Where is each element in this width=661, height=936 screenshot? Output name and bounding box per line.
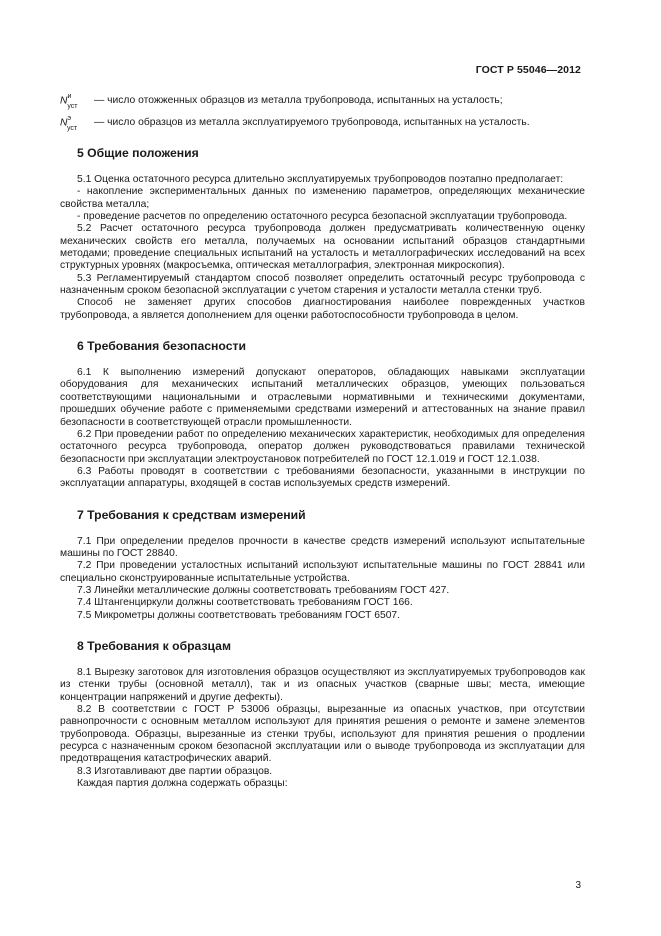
paragraph: 8.1 Вырезку заготовок для изготовления образцов осуществляют из эксплуатируемых трубопроводов как из стенки трубы (основной металл), так и из опасных участков (сварные швы; места, имеющие концентрации напряжений и другие дефекты).	[60, 666, 585, 703]
page-number: 3	[575, 880, 581, 891]
paragraph: Способ не заменяет других способов диагностирования наиболее поврежденных участков трубопровода, а является дополнением для оценки работоспособности трубопровода в целом.	[60, 297, 585, 321]
paragraph: 7.3 Линейки металлические должны соответствовать требованиям ГОСТ 427.	[77, 584, 450, 596]
paragraph: - проведение расчетов по определению остаточного ресурса безопасной эксплуатации трубопровода.	[77, 211, 568, 223]
paragraph: 5.3 Регламентируемый стандартом способ позволяет определить остаточный ресурс трубопровода с назначенным сроком безопасной эксплуатации с учетом старения и усталости металла стенки труб.	[60, 272, 585, 297]
symbol-definition-operated	[60, 114, 585, 133]
section-title-5: 5 Общие положения	[77, 146, 199, 160]
paragraph: 7.2 При проведении усталостных испытаний используют испытательные машины по ГОСТ 28841 или специально сконструированные испытательные устройства.	[60, 560, 585, 584]
paragraph: 6.3 Работы проводят в соответствии с требованиями безопасности, указанными в инструкции по эксплуатации аппаратуры, входящей в состав используемых средств измерений.	[60, 465, 585, 490]
symbol-definition-annealed	[60, 92, 585, 111]
section-title-8: 8 Требования к образцам	[77, 638, 231, 653]
paragraph: 5.2 Расчет остаточного ресурса трубопровода должен предусматривать количественную оценку механических свойств его металла, получаемых на основании испытаний образцов стандартными методами; проведение специальных испытаний на усталость и металлографических исследований на всех структурных уровнях (макросъемка, оптическая металлография, электронная микроскопия).	[60, 223, 585, 272]
paragraph: 8.2 В соответствии с ГОСТ Р 53006 образцы, вырезанные из опасных участков, при отсутствии равнопрочности с основным металлом используют для принятия решения о ремонте и замене элементов трубопровода. Образцы, вырезанные из стенки трубы, используют для принятия решения о продлении ресурса с назначенным сроком безопасной эксплуатации или о выводе трубопровода из эксплуатации для предотвращения катастрофических аварий.	[60, 704, 585, 765]
section-title-6: 6 Требования безопасности	[77, 339, 246, 354]
paragraph: 7.1 При определении пределов прочности в качестве средств измерений используют испытательные машины по ГОСТ 28840.	[60, 535, 585, 559]
document-body	[60, 92, 585, 790]
paragraph: 7.4 Штангенциркули должны соответствовать требованиям ГОСТ 166.	[77, 597, 413, 609]
document-code-header: ГОСТ Р 55046—2012	[475, 64, 581, 76]
section-title-7: 7 Требования к средствам измерений	[77, 507, 306, 522]
paragraph: 7.5 Микрометры должны соответствовать требованиям ГОСТ 6507.	[77, 609, 401, 621]
paragraph: - накопление экспериментальных данных по изменению параметров, определяющих механические свойства металла;	[60, 186, 585, 210]
symbol-n-annealed: $N^и_{уст}$	[60, 93, 78, 111]
paragraph: 6.2 При проведении работ по определению механических характеристик, необходимых для определения остаточного ресурса трубопровода, оператор должен руководствоваться правилами технической безопасности при эксплуатации электроустановок потребителей по ГОСТ 12.1.019 и ГОСТ 12.1.038.	[60, 428, 585, 465]
paragraph: 6.1 К выполнению измерений допускают операторов, обладающих навыками эксплуатации оборудования для механических испытаний металлических образцов, умеющих пользоваться соответствующими национальными и отраслевыми нормативными и техническими документами, прошедших обучение работе с применяемыми средствами измерений и аттестованных на знание правил безопасности в соответствующей отрасли промышленности.	[60, 367, 585, 428]
symbol-description: — число образцов из металла эксплуатируемого трубопровода, испытанных на усталость.	[94, 117, 530, 129]
paragraph: Каждая партия должна содержать образцы:	[77, 778, 288, 790]
symbol-description: — число отожженных образцов из металла трубопровода, испытанных на усталость;	[94, 95, 503, 107]
paragraph: 5.1 Оценка остаточного ресурса длительно эксплуатируемых трубопроводов поэтапно предполагает:	[77, 174, 564, 185]
symbol-n-operated: $N^э_{уст}$	[60, 115, 78, 133]
paragraph: 8.3 Изготавливают две партии образцов.	[77, 765, 273, 777]
